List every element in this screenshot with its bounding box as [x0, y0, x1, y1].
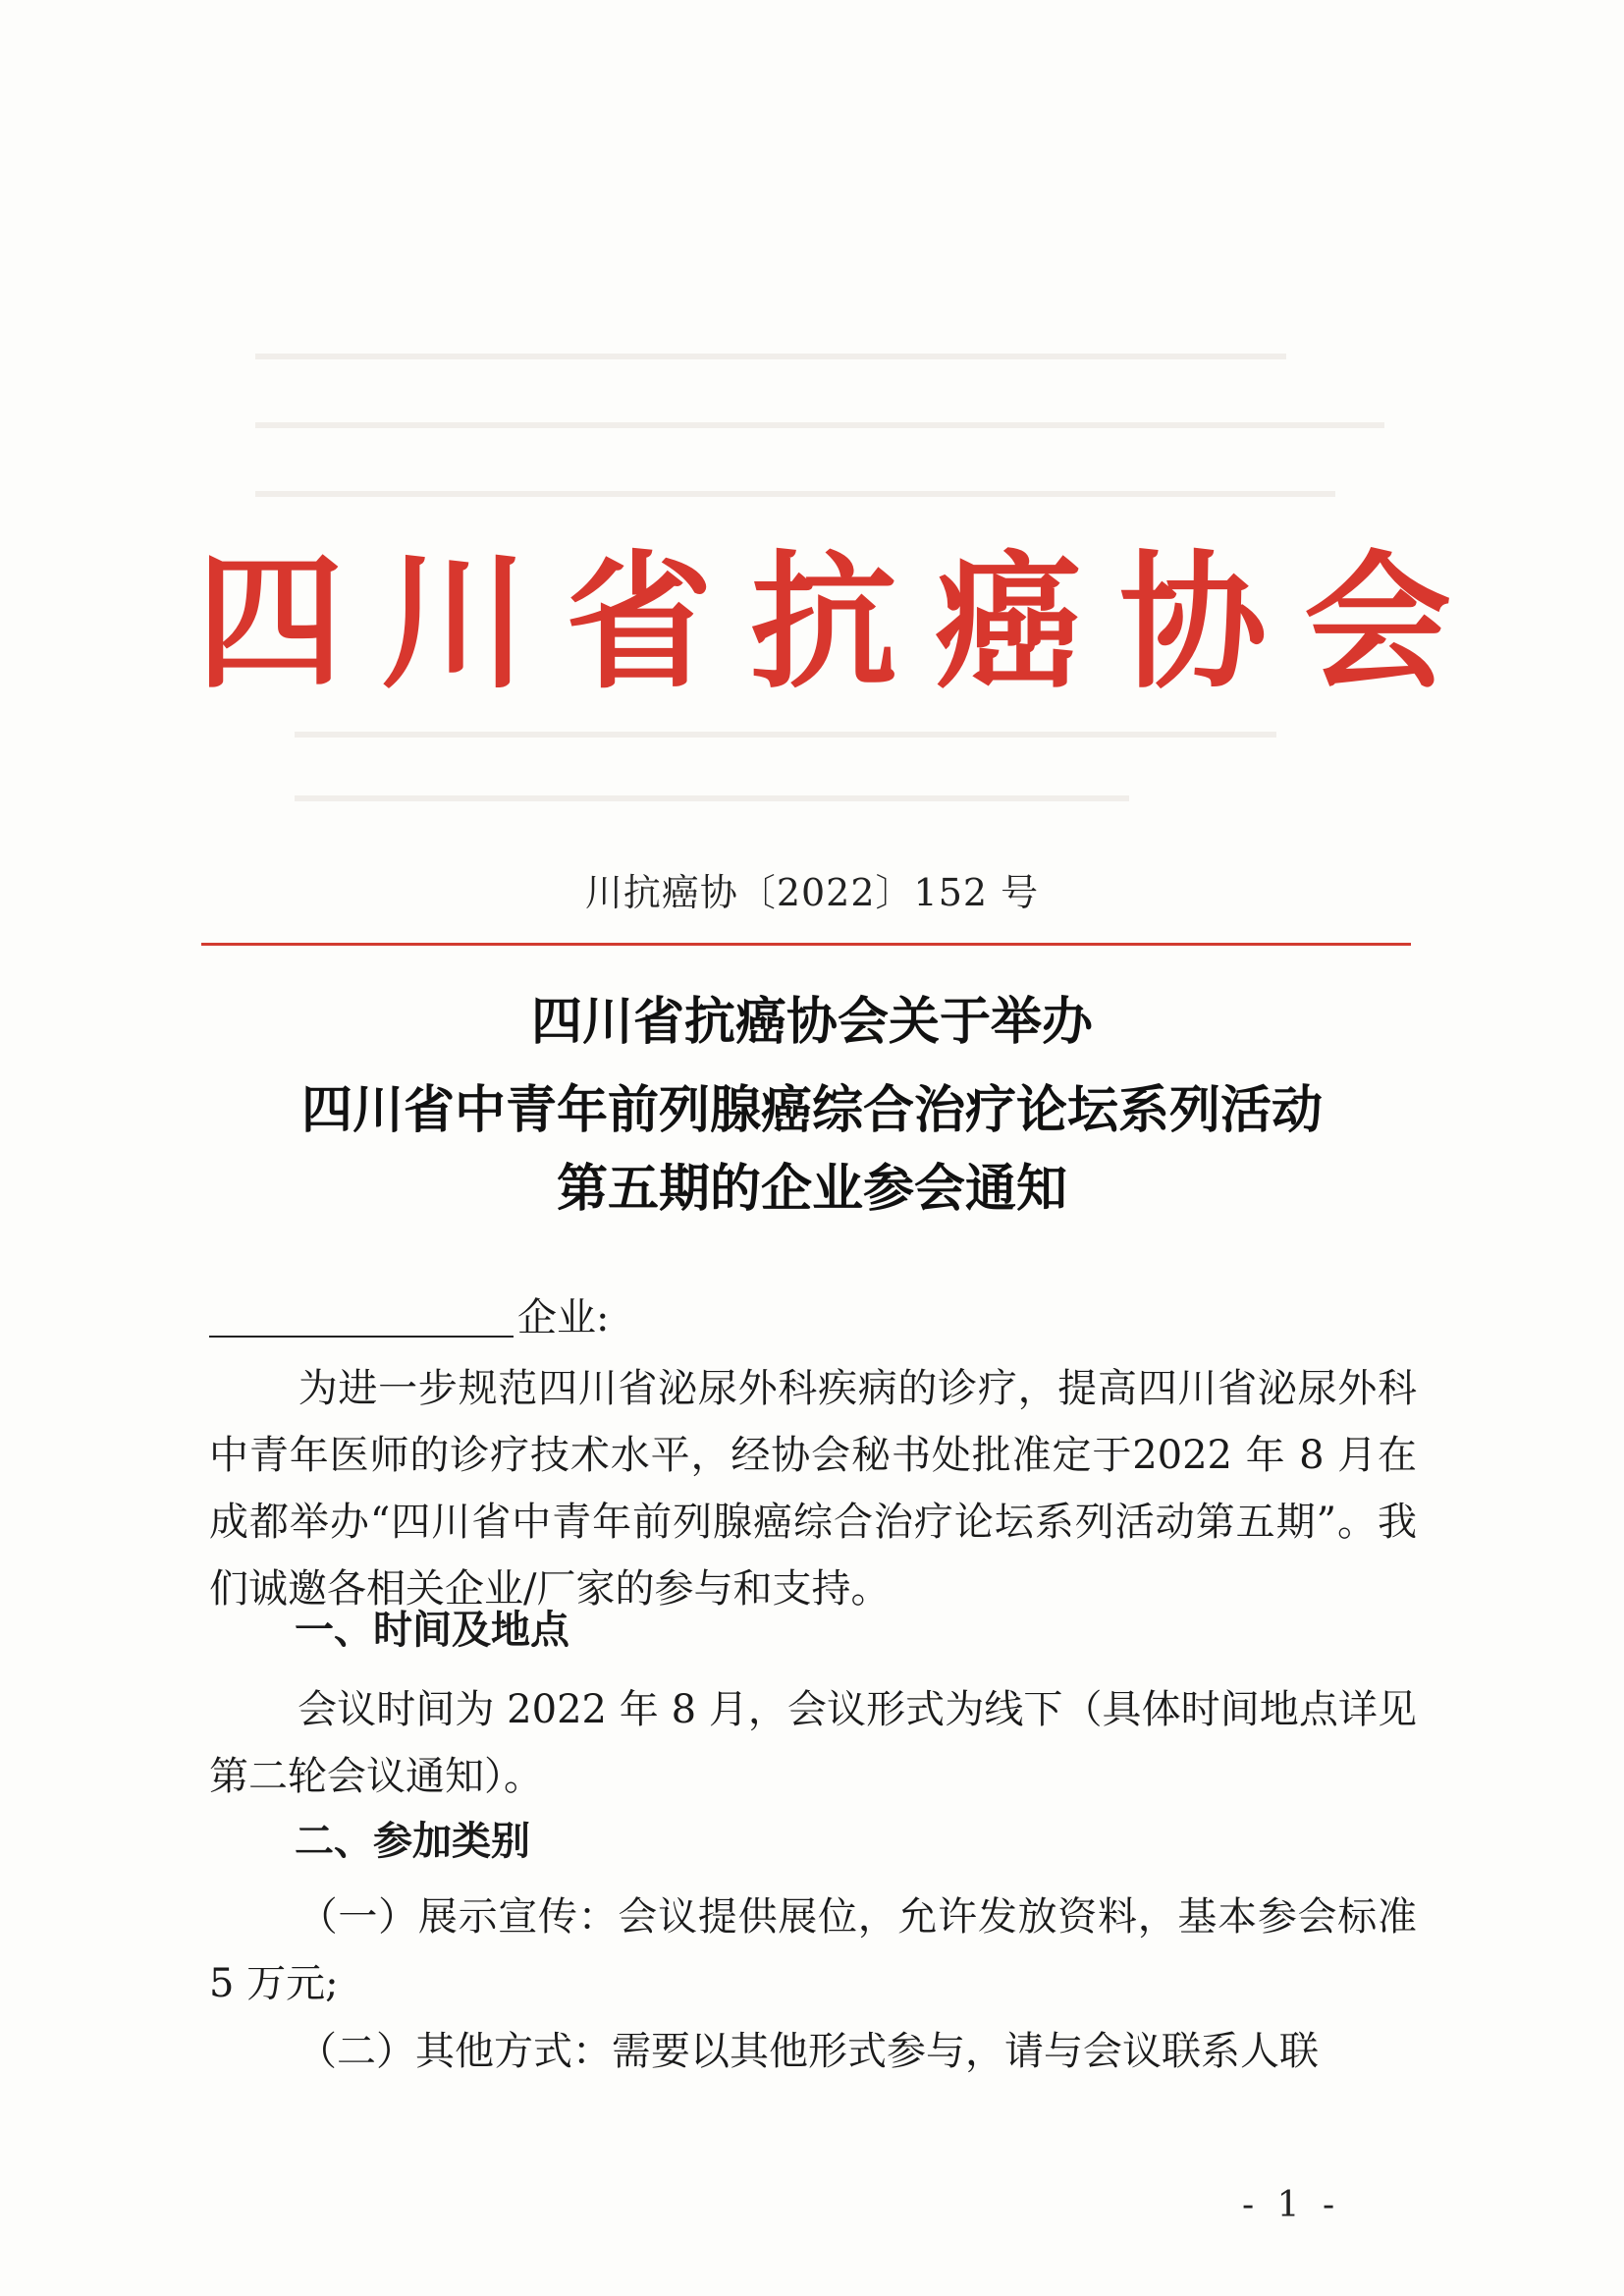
bleed-through-mark: [295, 795, 1129, 801]
section-2-item-2-text: （二）其他方式：需要以其他形式参与，请与会议联系人联: [298, 2029, 1319, 2074]
bleed-through-mark: [255, 422, 1384, 428]
notice-title-line-2: 四川省中青年前列腺癌综合治疗论坛系列活动: [300, 1081, 1323, 1140]
salutation: [209, 1295, 610, 1340]
organization-letterhead: 四川省抗癌协会: [196, 538, 1489, 709]
recipient-blank-line: [209, 1298, 514, 1338]
notice-title-line-3: 第五期的企业参会通知: [556, 1160, 1067, 1219]
bleed-through-mark: [255, 491, 1335, 497]
notice-title-line-1: 四川省抗癌协会关于举办: [530, 993, 1093, 1052]
bleed-through-mark: [295, 732, 1276, 738]
section-1-heading: 一、时间及地点: [295, 1608, 569, 1653]
document-number: 川抗癌协〔2022〕152 号: [584, 871, 1040, 914]
section-2-heading: 二、参加类别: [295, 1819, 530, 1864]
salutation-text: 企业:: [517, 1295, 610, 1340]
bleed-through-mark: [255, 354, 1286, 359]
intro-paragraph: [209, 1355, 1417, 1622]
letterhead-divider: [201, 943, 1411, 946]
section-2-item-1: [209, 1884, 1417, 2017]
section-1-paragraph: [209, 1676, 1417, 1810]
page-number: - 1 -: [1242, 2185, 1341, 2225]
section-1-text: 会议时间为 2022 年 8 月，会议形式为线下（具体时间地点详见第二轮会议通知）。: [209, 1687, 1417, 1799]
intro-text: 为进一步规范四川省泌尿外科疾病的诊疗，提高四川省泌尿外科中青年医师的诊疗技术水平，经协会秘书处批准定于2022 年 8 月在成都举办“四川省中青年前列腺癌综合治疗论坛系列活动第五期”。我们诚邀各相关企业/厂家的参与和支持。: [209, 1366, 1417, 1612]
section-2-item-2: [209, 2018, 1417, 2085]
section-2-item-1-text: （一）展示宣传：会议提供展位，允许发放资料，基本参会标准 5 万元;: [209, 1894, 1417, 2006]
